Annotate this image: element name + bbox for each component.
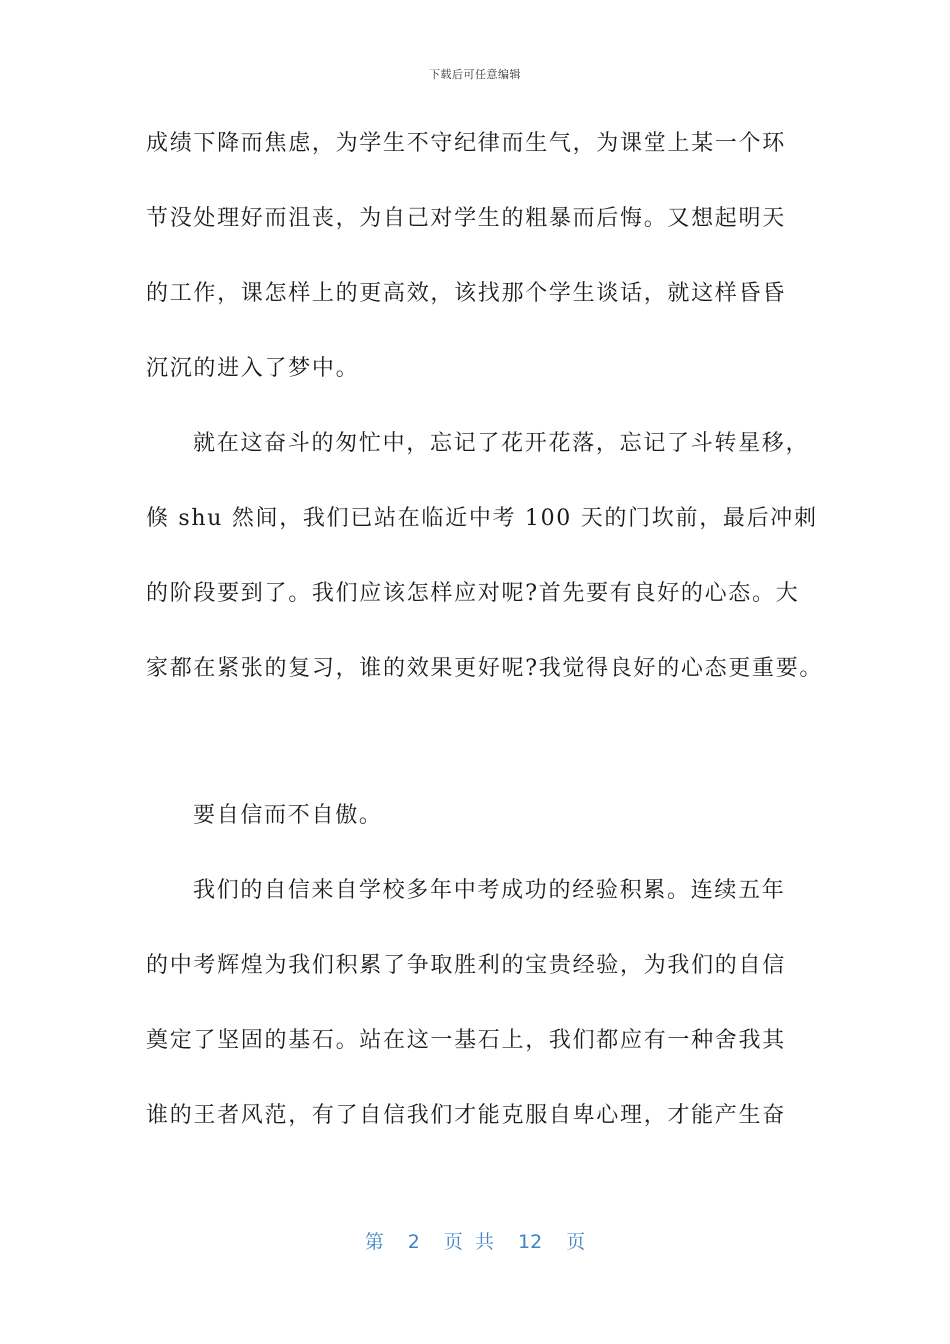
body-line-6: 倏 shu 然间，我们已站在临近中考 100 天的门坎前，最后冲刺 <box>146 506 818 531</box>
body-line-11: 的中考辉煌为我们积累了争取胜利的宝贵经验，为我们的自信 <box>146 953 786 978</box>
page-total-number: 12 <box>518 1231 543 1253</box>
page-suffix: 页 <box>566 1231 586 1253</box>
body-line-4: 沉沉的进入了梦中。 <box>146 356 360 381</box>
page-header: 下载后可任意编辑 <box>429 68 521 81</box>
page-prefix: 第 <box>364 1231 384 1253</box>
body-line-10: 我们的自信来自学校多年中考成功的经验积累。连续五年 <box>193 878 786 903</box>
body-line-13: 谁的王者风范，有了自信我们才能克服自卑心理，才能产生奋 <box>146 1103 786 1128</box>
page-current-number: 2 <box>407 1231 420 1253</box>
body-line-9: 要自信而不自傲。 <box>193 803 383 828</box>
body-line-2: 节没处理好而沮丧，为自己对学生的粗暴而后悔。又想起明天 <box>146 206 786 231</box>
page-middle: 页 共 <box>443 1231 494 1253</box>
body-line-8: 家都在紧张的复习，谁的效果更好呢?我觉得良好的心态更重要。 <box>146 656 824 681</box>
body-line-7: 的阶段要到了。我们应该怎样应对呢?首先要有良好的心态。大 <box>146 581 800 606</box>
body-line-5: 就在这奋斗的匆忙中，忘记了花开花落，忘记了斗转星移， <box>193 431 810 456</box>
body-line-1: 成绩下降而焦虑，为学生不守纪律而生气，为课堂上某一个环 <box>146 131 786 156</box>
body-line-12: 奠定了坚固的基石。站在这一基石上，我们都应有一种舍我其 <box>146 1028 786 1053</box>
body-line-3: 的工作，课怎样上的更高效，该找那个学生谈话，就这样昏昏 <box>146 281 786 306</box>
page-footer <box>0 1227 950 1254</box>
